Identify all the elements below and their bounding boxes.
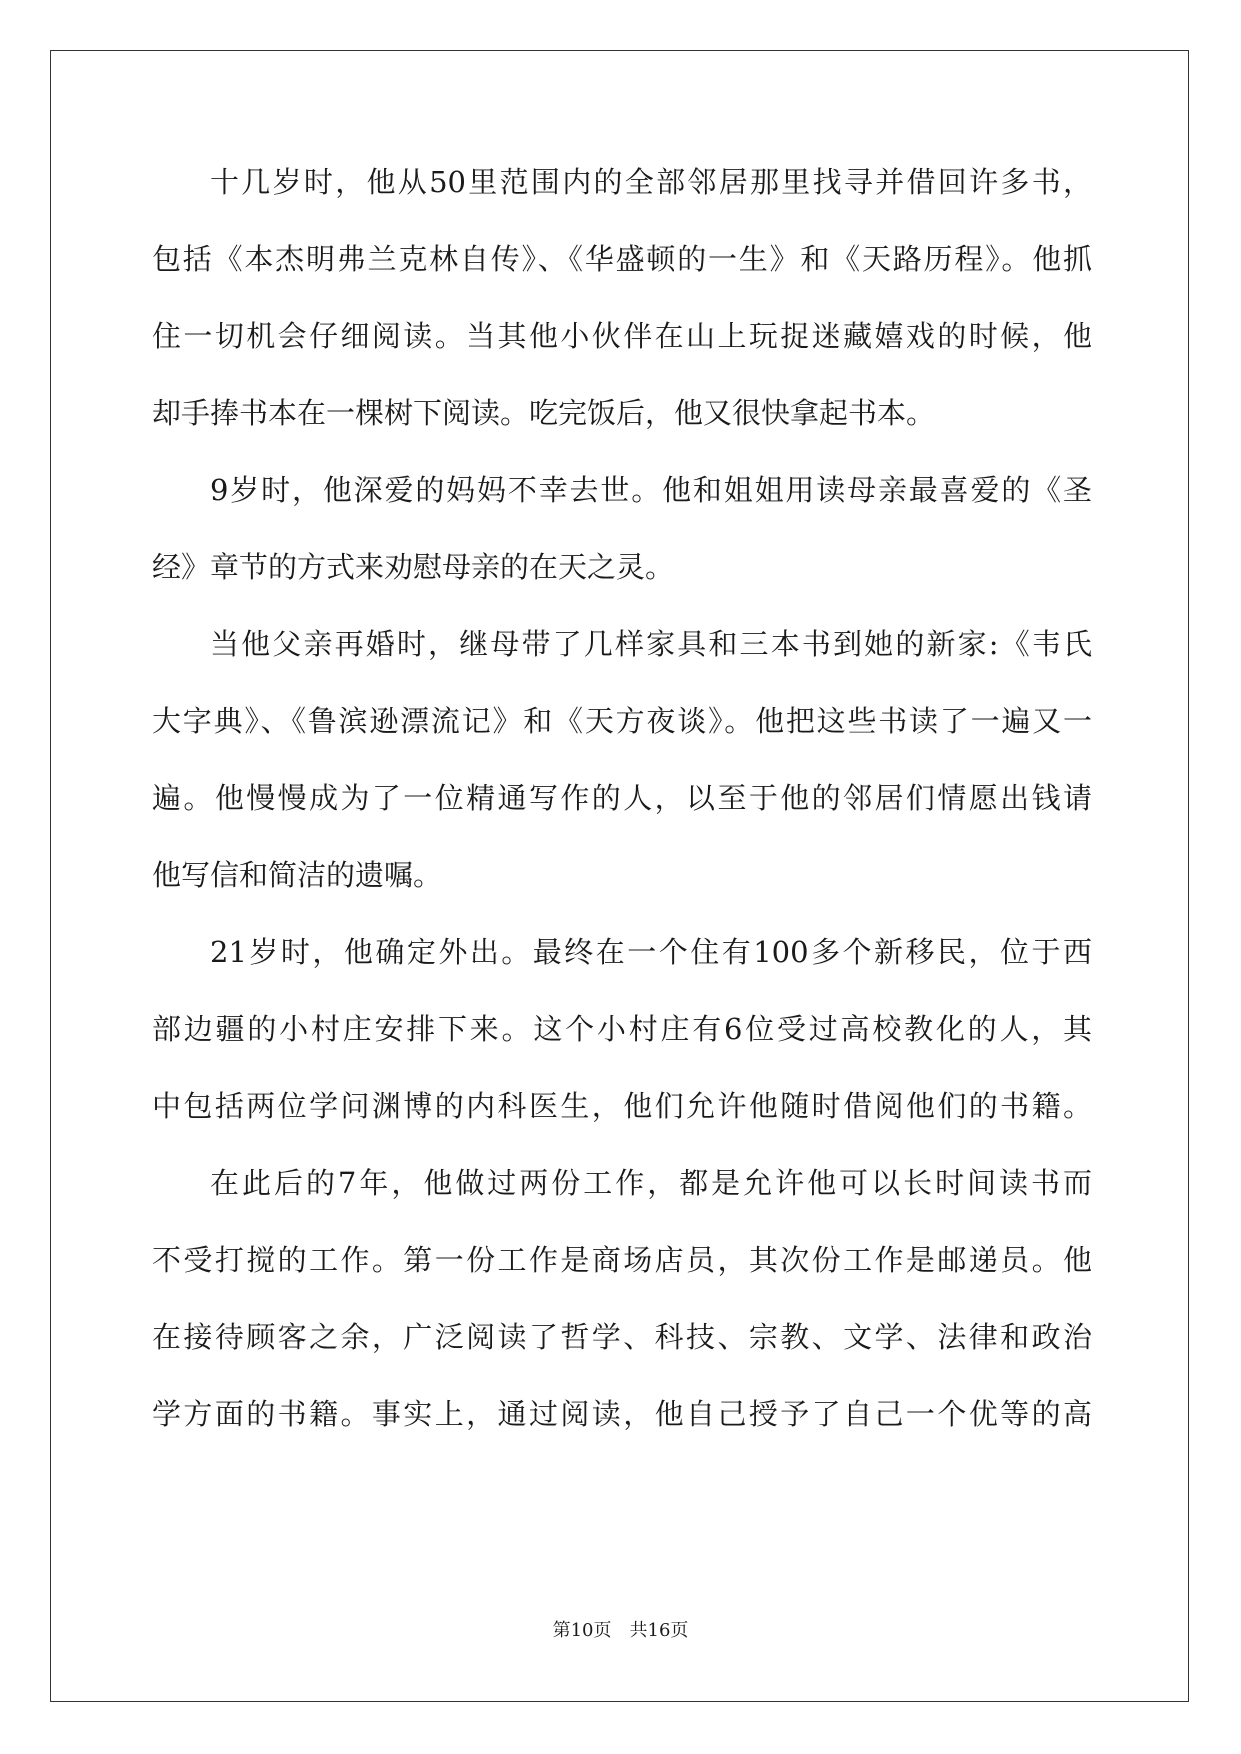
text-line: 却手捧书本在一棵树下阅读。吃完饭后，他又很快拿起书本。 xyxy=(152,396,936,430)
text-line: 部边疆的小村庄安排下来。这个小村庄有6位受过高校教化的人，其 xyxy=(152,1012,1092,1046)
page-footer xyxy=(0,1620,1241,1642)
text-line: 当他父亲再婚时，继母带了几样家具和三本书到她的新家:《韦氏 xyxy=(210,627,1092,661)
text-line: 他写信和简洁的遗嘱。 xyxy=(152,858,443,892)
text-line: 在此后的7年，他做过两份工作，都是允许他可以长时间读书而 xyxy=(210,1166,1092,1200)
text-line: 包括《本杰明弗兰克林自传》、《华盛顿的一生》和《天路历程》。他抓 xyxy=(152,242,1092,276)
text-line: 遍。他慢慢成为了一位精通写作的人，以至于他的邻居们情愿出钱请 xyxy=(152,781,1092,815)
text-line: 大字典》、《鲁滨逊漂流记》和《天方夜谈》。他把这些书读了一遍又一 xyxy=(152,704,1092,738)
text-line: 学方面的书籍。事实上，通过阅读，他自己授予了自己一个优等的高 xyxy=(152,1397,1092,1431)
text-line: 在接待顾客之余，广泛阅读了哲学、科技、宗教、文学、法律和政治 xyxy=(152,1320,1092,1354)
text-line: 十几岁时，他从50里范围内的全部邻居那里找寻并借回许多书， xyxy=(210,165,1092,199)
text-line: 21岁时，他确定外出。最终在一个住有100多个新移民，位于西 xyxy=(210,935,1092,969)
text-line: 不受打搅的工作。第一份工作是商场店员，其次份工作是邮递员。他 xyxy=(152,1243,1092,1277)
text-line: 经》章节的方式来劝慰母亲的在天之灵。 xyxy=(152,550,675,584)
text-line: 住一切机会仔细阅读。当其他小伙伴在山上玩捉迷藏嬉戏的时候，他 xyxy=(152,319,1092,353)
text-line: 中包括两位学问渊博的内科医生，他们允许他随时借阅他们的书籍。 xyxy=(152,1089,1092,1123)
page-total: 共16页 xyxy=(629,1620,689,1641)
text-line: 9岁时，他深爱的妈妈不幸去世。他和姐姐用读母亲最喜爱的《圣 xyxy=(210,473,1092,507)
page-number: 第10页 xyxy=(552,1620,612,1641)
